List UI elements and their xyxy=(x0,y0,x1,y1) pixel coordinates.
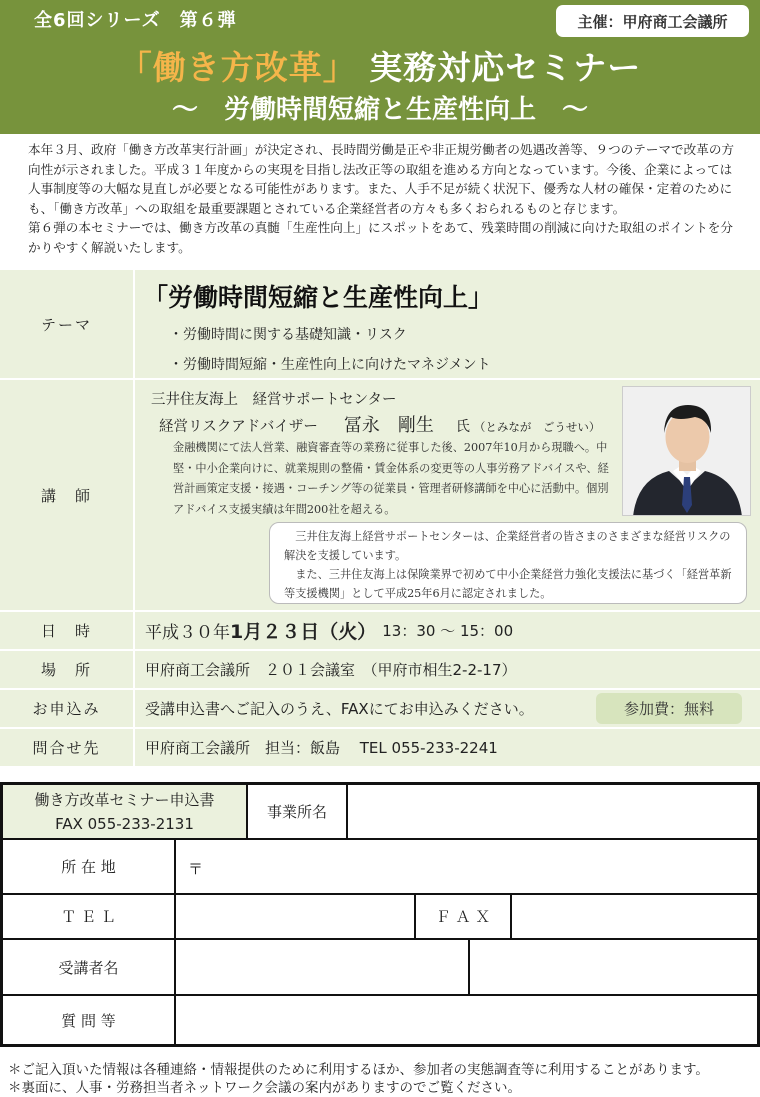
form-fax: FAX 055-233-2131 xyxy=(55,814,194,833)
lecturer-photo xyxy=(622,386,751,516)
place-label: 場 所 xyxy=(0,651,133,688)
place-text: 甲府商工会議所 ２０１会議室 （甲府市相生2-2-17） xyxy=(145,661,517,679)
fax-label: Ｆ Ａ Ｘ xyxy=(415,894,511,939)
lecturer-role: 経営リスクアドバイザー xyxy=(159,419,318,435)
address-label: 所 在 地 xyxy=(2,839,175,894)
date-value xyxy=(133,612,760,649)
attendee-field-1[interactable] xyxy=(175,939,469,995)
theme-title: 「労働時間短縮と生産性向上」 xyxy=(143,283,494,312)
title-highlight: 「働き方改革」 xyxy=(118,48,357,87)
support-note xyxy=(269,522,747,604)
date-label: 日 時 xyxy=(0,612,133,649)
lecturer-name: 冨永 剛生 xyxy=(343,415,434,436)
lecturer-suffix: 氏 xyxy=(455,419,470,435)
lecturer-value xyxy=(133,380,760,610)
date-prefix: 平成３０年 xyxy=(145,623,230,643)
questions-label: 質 問 等 xyxy=(2,995,175,1045)
questions-field[interactable] xyxy=(175,995,758,1045)
tel-field[interactable] xyxy=(175,894,415,939)
lecturer-org: 三井住友海上 経営サポートセンター xyxy=(151,392,397,408)
date-line xyxy=(145,612,513,649)
tel-label: Ｔ Ｅ Ｌ xyxy=(2,894,175,939)
intro-paragraph-2: 第６弾の本セミナーでは、働き方改革の真髄「生産性向上」にスポットをあて、残業時間の削減に向けた取組のポイントを分かりやすく解説いたします。 xyxy=(28,220,733,255)
page-subtitle: ～ 労働時間短縮と生産性向上 ～ xyxy=(171,95,588,125)
address-field[interactable] xyxy=(175,839,758,894)
fax-field[interactable] xyxy=(511,894,758,939)
support-note-1: 三井住友海上経営サポートセンターは、企業経営者の皆さまのさまざまな経営リスクの解決を支援しています。 xyxy=(284,530,731,562)
attendee-field-2[interactable] xyxy=(469,939,758,995)
theme-point-2: ・労働時間短縮・生産性向上に向けたマネジメント xyxy=(169,357,491,373)
theme-value xyxy=(133,270,760,378)
lecturer-row xyxy=(0,380,760,610)
apply-row xyxy=(0,690,760,727)
postal-mark: 〒 xyxy=(188,860,204,878)
apply-text: 受講申込書へご記入のうえ、FAXにてお申込みください。 xyxy=(145,700,534,718)
place-value xyxy=(133,651,760,688)
support-note-2: また、三井住友海上は保険業界で初めて中小企業経営力強化支援法に基づく「経営革新等支援機関」として平成25年6月に認定されました。 xyxy=(284,568,732,600)
attendee-label: 受講者名 xyxy=(2,939,175,995)
contact-text: 甲府商工会議所 担当：飯島 TEL 055-233-2241 xyxy=(145,739,498,757)
lecturer-label: 講 師 xyxy=(0,380,133,610)
contact-row xyxy=(0,729,760,766)
lecturer-portrait-icon xyxy=(623,387,751,516)
office-label: 事業所名 xyxy=(247,784,347,839)
date-time: 13：30 ～ 15：00 xyxy=(382,622,514,640)
host-badge: 主催：甲府商工会議所 xyxy=(556,5,749,37)
page-title xyxy=(0,42,760,89)
theme-point-1: ・労働時間に関する基礎知識・リスク xyxy=(169,327,407,343)
contact-label: 問合せ先 xyxy=(0,729,133,766)
form-title: 働き方改革セミナー申込書 xyxy=(34,790,215,809)
intro-paragraph-1: 本年３月、政府「働き方改革実行計画」が決定され、長時間労働是正や非正規労働者の処遇改善等、９つのテーマで改革の方向性が示されました。平成３１年度からの実現を目指し法改正等の取組を進める方向となっています。今後、企業によっては人事制度等の大幅な見直しが必要となる可能性があります。また、人手不足が続く状況下、優秀な人材の確保・定着のためにも、「働き方改革」への取組を最重要課題とされている企業経営者の方々も多くおられるものと存じます。 xyxy=(28,142,735,216)
date-row xyxy=(0,612,760,649)
footnote-2: ＊裏面に、人事・労務担当者ネットワーク会議の案内がありますのでご覧ください。 xyxy=(8,1080,521,1096)
theme-label: テーマ xyxy=(0,270,133,378)
title-rest: 実務対応セミナー xyxy=(369,48,642,87)
lecturer-kana: （とみなが ごうせい） xyxy=(473,420,601,434)
fee-badge: 参加費：無料 xyxy=(596,693,742,724)
header-banner xyxy=(0,0,760,134)
series-label: 全6回シリーズ 第６弾 xyxy=(34,10,237,31)
apply-value xyxy=(133,690,760,727)
lecturer-bio: 金融機関にて法人営業、融資審査等の業務に従事した後、2007年10月から現職へ。中堅・中小企業向けに、就業規則の整備・賃金体系の変更等の人事労務アドバイスや、経営計画策定支援・接遇・コーチング等の従業員・管理者研修講師を中心に活動中。個別アドバイス支援実績は年間200社を超える。 xyxy=(173,441,609,516)
contact-value xyxy=(133,729,760,766)
apply-label: お申込み xyxy=(0,690,133,727)
theme-row xyxy=(0,270,760,378)
place-row xyxy=(0,651,760,688)
footnote-1: ＊ご記入頂いた情報は各種連絡・情報提供のために利用するほか、参加者の実態調査等に利用することがあります。 xyxy=(8,1062,709,1078)
intro-text xyxy=(28,140,742,257)
form-header xyxy=(2,784,247,839)
date-main: 1月２３日（火） xyxy=(230,621,377,643)
office-field[interactable] xyxy=(347,784,758,839)
lecturer-role-line xyxy=(159,411,600,437)
application-form xyxy=(0,782,760,1047)
